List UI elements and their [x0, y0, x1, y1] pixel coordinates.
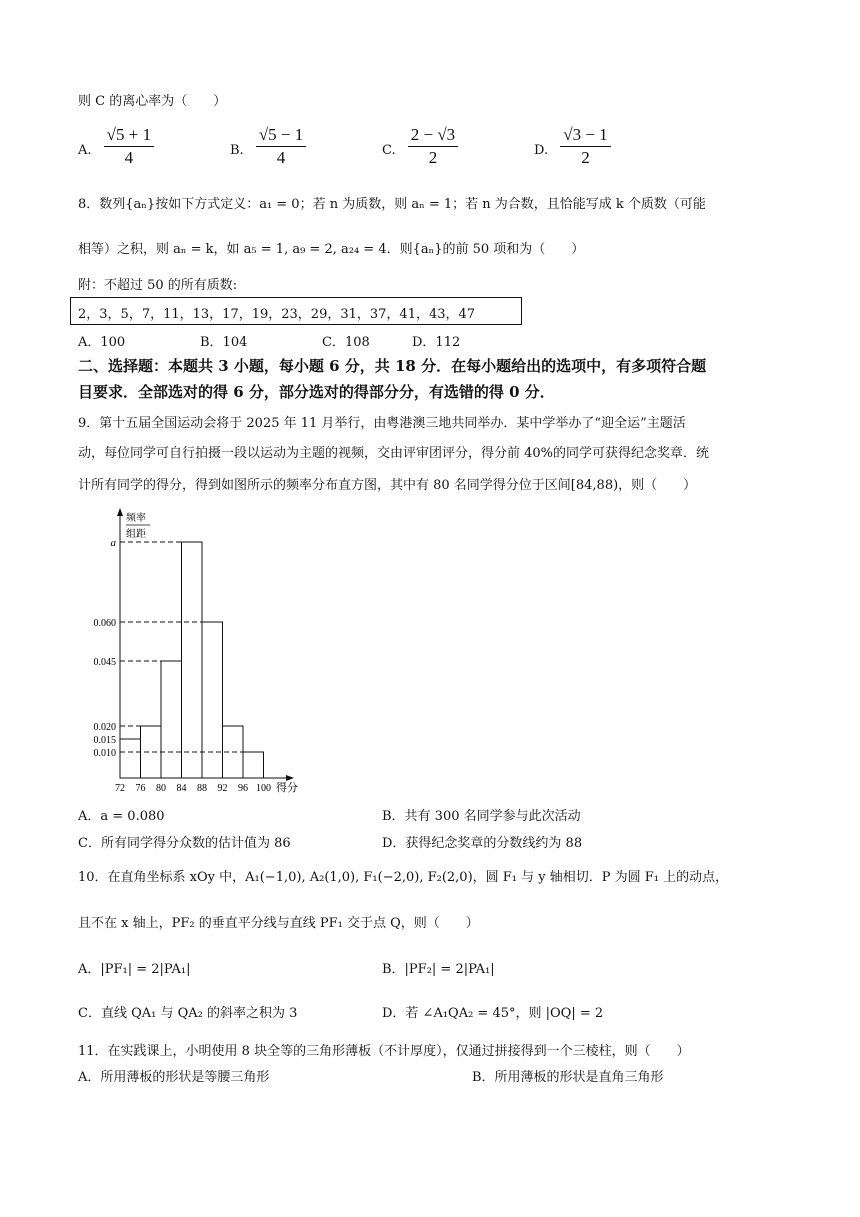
q10-option-c[interactable]: C．直线 QA₁ 与 QA₂ 的斜率之积为 3: [78, 1006, 298, 1021]
option-label: C.: [382, 143, 396, 158]
x-tick-label: 80: [156, 783, 166, 794]
option-label: D.: [534, 143, 549, 158]
x-tick-label: 96: [238, 783, 248, 794]
x-tick-label: 100: [256, 783, 271, 794]
x-tick-label: 88: [197, 783, 207, 794]
q7-option-a[interactable]: [78, 125, 154, 168]
q11-stem: 11．在实践课上，小明使用 8 块全等的三角形薄板（不计厚度），仅通过拼接得到一个三棱柱，则（ ）: [78, 1044, 690, 1059]
q10-stem-line-2: 且不在 x 轴上，PF₂ 的垂直平分线与直线 PF₁ 交于点 Q，则（ ）: [78, 916, 479, 931]
q9-option-b[interactable]: B．共有 300 名同学参与此次活动: [382, 809, 581, 824]
histogram-bar: [202, 622, 223, 778]
fraction-denominator: 2: [428, 148, 438, 167]
q11-option-b[interactable]: B．所用薄板的形状是直角三角形: [472, 1070, 664, 1085]
q9-option-a[interactable]: A．a = 0.080: [78, 809, 165, 824]
x-tick-label: 72: [115, 783, 125, 794]
x-axis-label: 得分: [276, 782, 298, 794]
histogram-bar: [120, 739, 141, 778]
q7-option-b[interactable]: [230, 125, 306, 168]
q9-stem-line-1: 9．第十五届全国运动会将于 2025 年 11 月举行，由粤港澳三地共同举办．某中学举办了“迎全运”主题活: [78, 416, 686, 431]
q9-stem-line-3: 计所有同学的得分，得到如图所示的频率分布直方图，其中有 80 名同学得分位于区间[84,88)，则（ ）: [78, 478, 697, 493]
primes-list: 2，3，5，7，11，13，17，19，23，29，31，37，41，43，47: [78, 307, 476, 322]
fraction-denominator: 4: [276, 148, 286, 167]
fraction-denominator: 2: [581, 148, 590, 167]
x-tick-label: 92: [217, 783, 228, 794]
q7-option-a-fraction: [104, 125, 154, 168]
y-tick-label: 0.015: [93, 735, 116, 746]
q9-stem-line-2: 动，每位同学可自行拍摄一段以运动为主题的视频，交由评审团评分，得分前 40%的同学可获得纪念奖章．统: [78, 446, 710, 461]
frequency-histogram: [70, 505, 320, 795]
fraction-denominator: 4: [124, 148, 134, 167]
histogram-bar: [182, 542, 203, 778]
histogram-bar: [161, 661, 182, 778]
y-tick-label: 0.020: [93, 722, 116, 733]
q8-stem-line-2: 相等）之积，则 aₙ = k，如 a₅ = 1, a₉ = 2, a₂₄ = 4．则{aₙ}的前 50 项和为（ ）: [78, 242, 585, 257]
x-tick-label: 76: [135, 783, 146, 794]
fraction-numerator: √5 − 1: [256, 125, 306, 147]
y-tick-label-a: a: [110, 537, 116, 549]
fraction-numerator: 2 − √3: [408, 125, 458, 147]
histogram-bar: [243, 752, 264, 778]
q11-option-a[interactable]: A．所用薄板的形状是等腰三角形: [78, 1070, 270, 1085]
q10-stem-line-1: 10．在直角坐标系 xOy 中，A₁(−1,0), A₂(1,0), F₁(−2,0), F₂(2,0)，圆 F₁ 与 y 轴相切．P 为圆 F₁ 上的动点，: [78, 870, 729, 885]
q10-option-d[interactable]: D．若 ∠A₁QA₂ = 45°，则 |OQ| = 2: [382, 1006, 604, 1021]
x-axis-arrow-icon: [286, 775, 294, 781]
y-axis-arrow-icon: [117, 508, 123, 516]
y-tick-label: 0.010: [93, 748, 116, 759]
x-tick-label: 84: [176, 783, 187, 794]
y-tick-label: 0.045: [93, 657, 116, 668]
q7-option-b-fraction: [256, 125, 306, 168]
y-label-numerator: 频率: [126, 513, 146, 524]
option-label: B.: [230, 143, 244, 158]
q8-option-c[interactable]: C．108: [322, 335, 370, 350]
y-label-denominator: 组距: [126, 529, 146, 540]
fraction-numerator: √5 + 1: [104, 125, 154, 147]
q9-option-c[interactable]: C．所有同学得分众数的估计值为 86: [78, 836, 291, 851]
q7-option-c-fraction: [408, 125, 458, 168]
section-heading-line-1: 二、选择题：本题共 3 小题，每小题 6 分，共 18 分．在每小题给出的选项中，有多项符合题: [78, 357, 707, 375]
q7-stem-tail: 则 C 的离心率为（ ）: [78, 94, 227, 109]
q7-option-d-fraction: [560, 125, 610, 168]
q8-option-b[interactable]: B．104: [200, 335, 248, 350]
y-tick-label: 0.060: [93, 618, 116, 629]
q10-option-a[interactable]: A．|PF₁| = 2|PA₁|: [78, 962, 191, 977]
section-heading-line-2: 目要求．全部选对的得 6 分，部分选对的得部分分，有选错的得 0 分．: [78, 383, 555, 401]
q7-option-c[interactable]: [382, 125, 458, 168]
q10-option-b[interactable]: B．|PF₂| = 2|PA₁|: [382, 962, 495, 977]
q8-note: 附：不超过 50 的所有质数:: [78, 278, 238, 293]
q8-option-a[interactable]: A．100: [78, 335, 126, 350]
fraction-numerator: √3 − 1: [560, 125, 610, 147]
histogram-bar: [141, 726, 162, 778]
option-label: A.: [78, 143, 92, 158]
q9-option-d[interactable]: D．获得纪念奖章的分数线约为 88: [382, 836, 583, 851]
q7-option-d[interactable]: [534, 125, 611, 168]
q8-stem-line-1: 8．数列{aₙ}按如下方式定义：a₁ = 0；若 n 为质数，则 aₙ = 1；若 n 为合数，且恰能写成 k 个质数（可能: [78, 197, 706, 212]
q8-option-d[interactable]: D．112: [412, 335, 461, 350]
